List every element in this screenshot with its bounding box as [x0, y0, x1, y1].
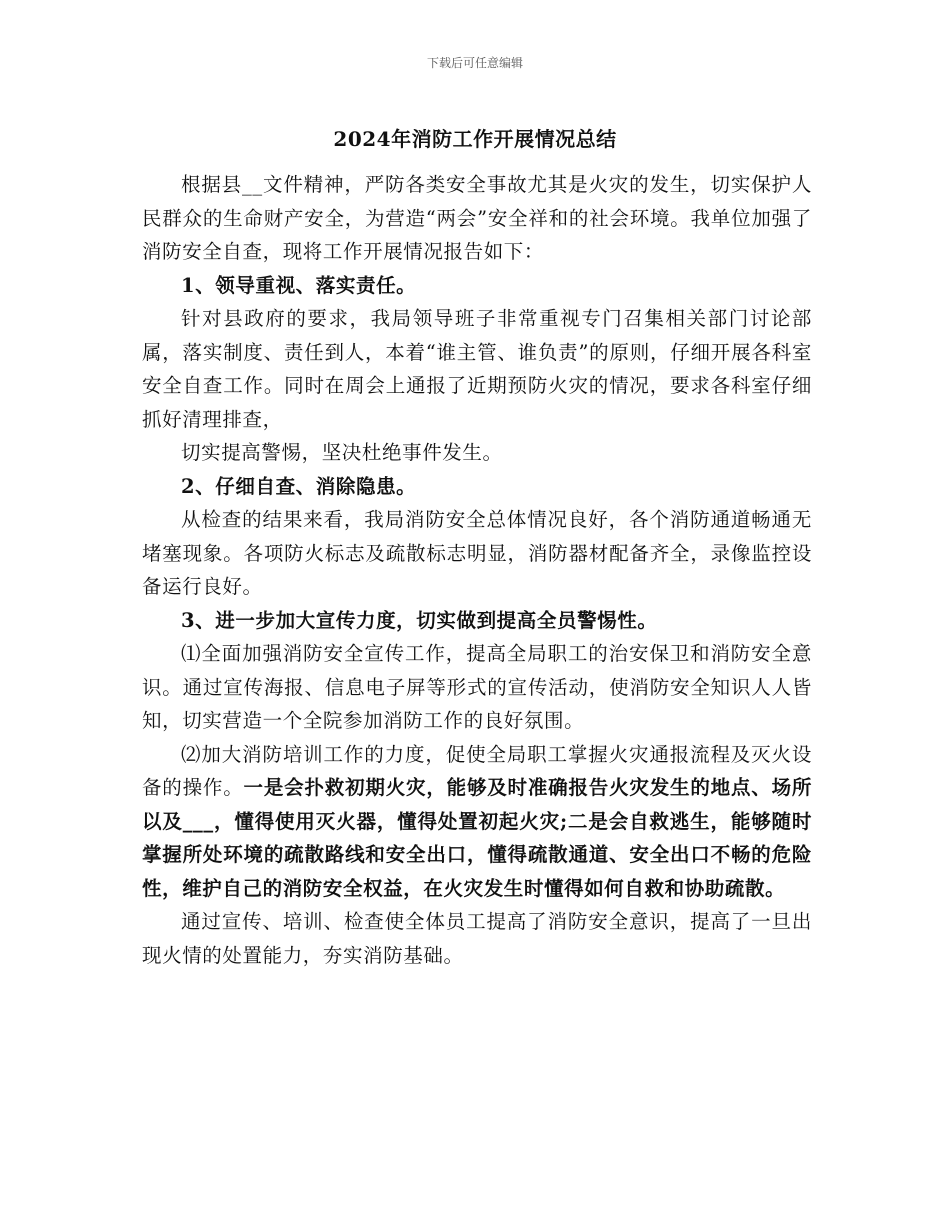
- training-intro-text: ⑵加大消防培训工作的力度，促使全局职工掌握火灾通报流程及灭火设备的操作。: [142, 742, 812, 799]
- document-title: 2024年消防工作开展情况总结: [333, 127, 617, 151]
- section-heading-1: 1、领导重视、落实责任。: [181, 273, 417, 297]
- training-bold-text: 一是会扑救初期火灾，能够及时准确报告火灾发生的地点、场所以及___，懂得使用灭火器，懂得处置初起火灾;二是会自救逃生，能够随时掌握所处环境的疏散路线和安全出口，懂得疏散通道、安全出口不畅的危险性，维护自己的消防安全权益，在火灾发生时懂得如何自救和协助疏散。: [142, 776, 812, 900]
- paragraph-inspection: 从检查的结果来看，我局消防安全总体情况良好，各个消防通道畅通无堵塞现象。各项防火标志及疏散标志明显，消防器材配备齐全，录像监控设备运行良好。: [142, 508, 812, 598]
- document-body: [142, 168, 812, 972]
- header-note: 下载后可任意编辑: [426, 56, 523, 70]
- paragraph-intro: 根据县__文件精神，严防各类安全事故尤其是火灾的发生，切实保护人民群众的生命财产安全，为营造“两会”安全祥和的社会环境。我单位加强了消防安全自查，现将工作开展情况报告如下：: [142, 173, 812, 263]
- paragraph-training: [142, 738, 812, 906]
- paragraph-publicity: ⑴全面加强消防安全宣传工作，提高全局职工的治安保卫和消防安全意识。通过宣传海报、信息电子屏等形式的宣传活动，使消防安全知识人人皆知，切实营造一个全院参加消防工作的良好氛围。: [142, 642, 812, 732]
- paragraph-vigilance: 切实提高警惕，坚决杜绝事件发生。: [181, 441, 503, 464]
- paragraph-leadership: 针对县政府的要求，我局领导班子非常重视专门召集相关部门讨论部属，落实制度、责任到人，本着“谁主管、谁负责”的原则，仔细开展各科室安全自查工作。同时在周会上通报了近期预防火灾的情况，要求各科室仔细抓好清理排查，: [142, 307, 812, 431]
- section-heading-3: 3、进一步加大宣传力度，切实做到提高全员警惕性。: [181, 608, 658, 632]
- paragraph-conclusion: 通过宣传、培训、检查使全体员工提高了消防安全意识，提高了一旦出现火情的处置能力，夯实消防基础。: [142, 910, 812, 967]
- section-heading-2: 2、仔细自查、消除隐患。: [181, 474, 417, 498]
